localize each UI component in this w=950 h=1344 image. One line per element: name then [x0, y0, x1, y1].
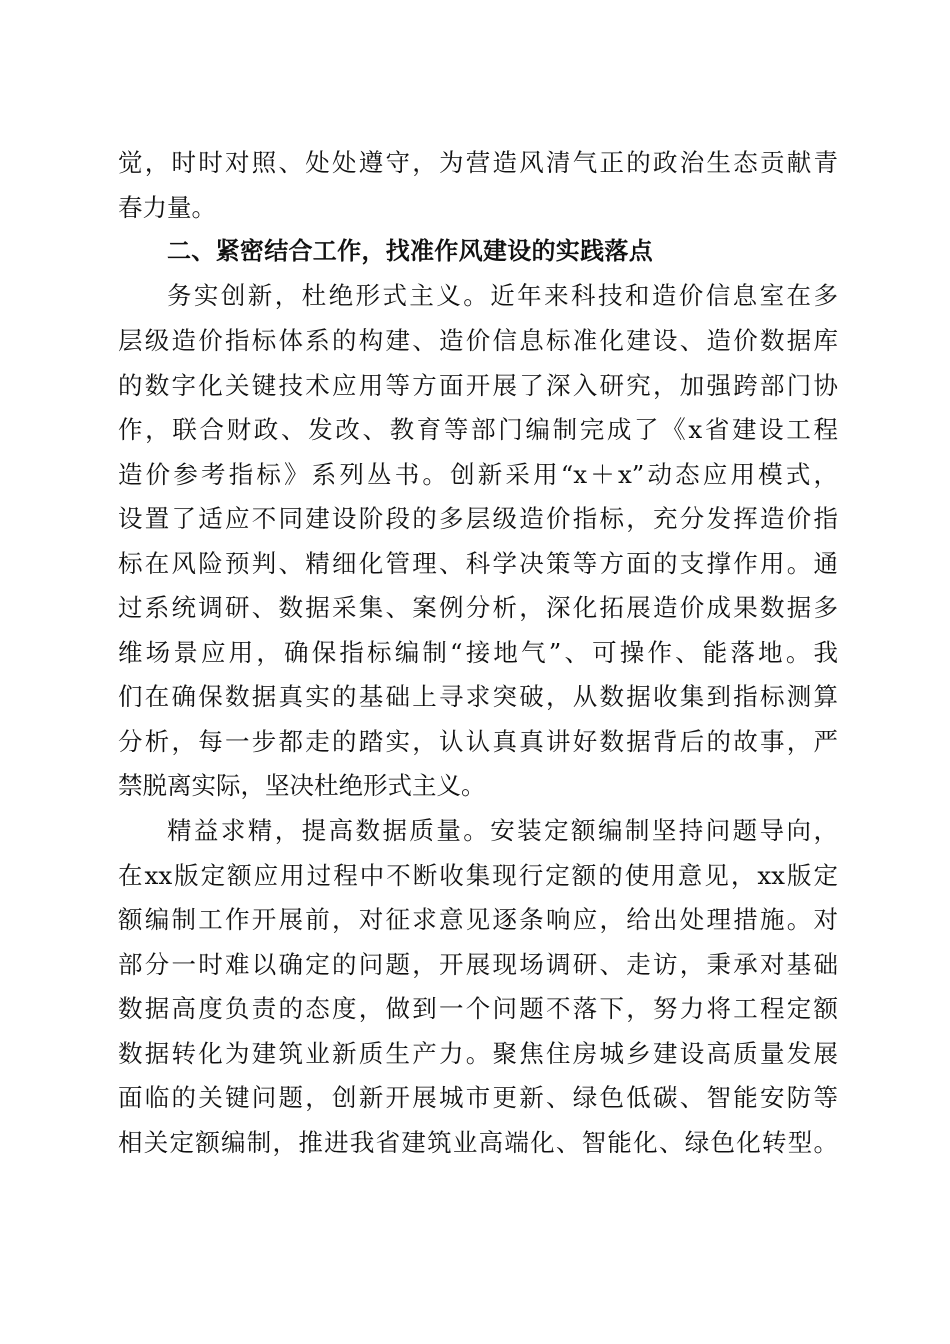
- paragraph1-line: 的数字化关键技术应用等方面开展了深入研究，加强跨部门协: [118, 371, 838, 400]
- paragraph1-line: 维场景应用，确保指标编制“接地气”、可操作、能落地。我: [118, 638, 838, 667]
- paragraph1-line: 设置了适应不同建设阶段的多层级造价指标，充分发挥造价指: [118, 504, 838, 533]
- paragraph1-line: 造价参考指标》系列丛书。创新采用“x＋x”动态应用模式，: [118, 460, 838, 489]
- paragraph2-line: 部分一时难以确定的问题，开展现场调研、走访，秉承对基础: [118, 950, 838, 979]
- paragraph1-line: 分析，每一步都走的踏实，认认真真讲好数据背后的故事，严: [118, 727, 838, 756]
- paragraph2-line: 面临的关键问题，创新开展城市更新、绿色低碳、智能安防等: [118, 1083, 838, 1112]
- paragraph2-line: 数据高度负责的态度，做到一个问题不落下，努力将工程定额: [118, 994, 838, 1023]
- paragraph2-line: 数据转化为建筑业新质生产力。聚焦住房城乡建设高质量发展: [118, 1039, 838, 1068]
- paragraph1-line: 层级造价指标体系的构建、造价信息标准化建设、造价数据库: [118, 326, 838, 355]
- paragraph1-line: 标在风险预判、精细化管理、科学决策等方面的支撑作用。通: [118, 549, 838, 578]
- intro-line: 春力量。: [118, 193, 216, 222]
- paragraph1-line: 作，联合财政、发改、教育等部门编制完成了《x省建设工程: [118, 415, 838, 444]
- paragraph2-line: 在xx版定额应用过程中不断收集现行定额的使用意见，xx版定: [118, 861, 838, 890]
- paragraph1-line: 禁脱离实际，坚决杜绝形式主义。: [118, 771, 486, 800]
- paragraph2-line: 相关定额编制，推进我省建筑业高端化、智能化、绿色化转型。: [118, 1128, 838, 1157]
- paragraph1-line: 们在确保数据真实的基础上寻求突破，从数据收集到指标测算: [118, 682, 838, 711]
- paragraph2-line: 精益求精，提高数据质量。安装定额编制坚持问题导向，: [167, 816, 838, 845]
- paragraph2-line: 额编制工作开展前，对征求意见逐条响应，给出处理措施。对: [118, 905, 838, 934]
- section-heading: 二、紧密结合工作，找准作风建设的实践落点: [167, 237, 653, 265]
- intro-line: 觉，时时对照、处处遵守，为营造风清气正的政治生态贡献青: [118, 148, 838, 177]
- paragraph1-line: 务实创新，杜绝形式主义。近年来科技和造价信息室在多: [167, 281, 838, 310]
- paragraph1-line: 过系统调研、数据采集、案例分析，深化拓展造价成果数据多: [118, 593, 838, 622]
